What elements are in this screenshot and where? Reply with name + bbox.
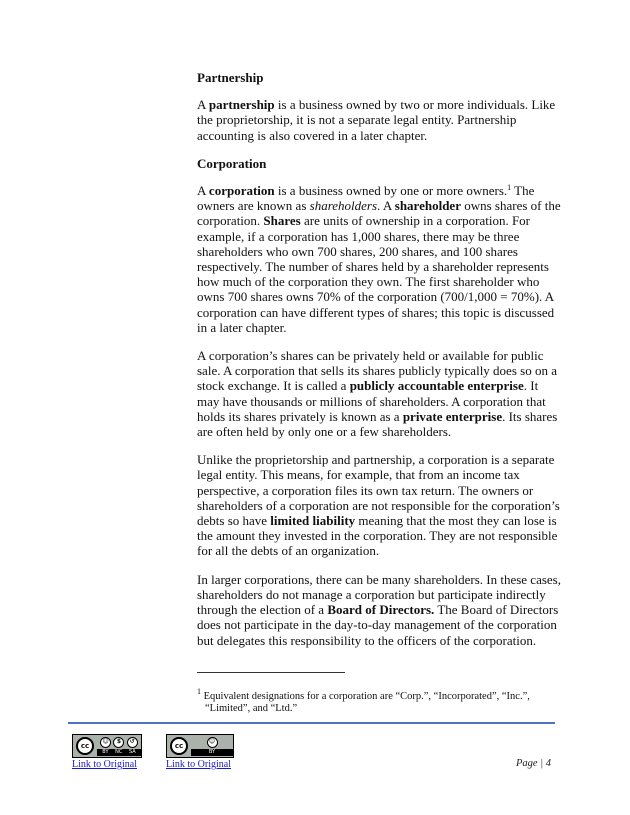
license-strip (97, 749, 141, 756)
section-partnership (197, 70, 562, 143)
bold-term: limited liability (270, 513, 356, 529)
bold-term: shareholder (394, 198, 461, 214)
cc-by-badge[interactable] (166, 734, 234, 758)
text-run: meaning that the most they can lose is the amount they invested in the corporation. They are not responsible for all the debts of an organization. (197, 513, 558, 559)
cc-by-nc-sa-badge[interactable] (72, 734, 142, 758)
license-strip (191, 749, 233, 756)
sa-icon: ↺ (127, 737, 138, 748)
text-run: In larger corporations, there can be many shareholders. In these cases, shareholders do not manage a corporation but participate indirectly through the election of a (197, 571, 561, 618)
text-run: . A (377, 198, 395, 214)
license-detail (191, 735, 233, 757)
license-block-by (166, 734, 234, 771)
by-icon: ☺ (100, 737, 111, 748)
text-run: . Its shares are often held by only one or a few shareholders. (197, 408, 558, 440)
strip-label: BY (208, 749, 216, 755)
text-run: . It may have thousands or millions of shareholders. A corporation that holds its shares privately is known as a (197, 378, 546, 424)
footnote-separator (197, 672, 345, 673)
page-number: Page | 4 (516, 758, 551, 769)
bold-term: corporation (208, 183, 275, 199)
footnote-area (197, 672, 562, 715)
footnote (197, 687, 562, 715)
text-run: owns shares of the corporation. (197, 198, 561, 229)
license-block-by-nc-sa (72, 734, 142, 771)
text-run: is a business owned by two or more individuals. Like the proprietorship, it is not a separate legal entity. Partnership accounting is also covered in a later chapter. (197, 97, 556, 143)
bold-term: partnership (208, 97, 275, 113)
paragraph (197, 452, 562, 558)
strip-label: BY (102, 749, 109, 755)
bold-term: publicly accountable enterprise (349, 378, 524, 394)
link-to-original[interactable]: Link to Original (166, 759, 231, 770)
italic-term: shareholders (309, 198, 378, 214)
document-body (197, 70, 562, 661)
bold-term: private enterprise (402, 408, 503, 424)
link-to-original[interactable]: Link to Original (72, 759, 137, 770)
cc-logo-area (167, 735, 191, 757)
cc-logo-icon: cc (170, 737, 188, 755)
paragraph (197, 97, 562, 143)
nc-icon: $ (113, 737, 124, 748)
footnote-ref: 1 (507, 183, 512, 193)
license-detail (97, 735, 141, 757)
text-run: are units of ownership in a corporation. For example, if a corporation has 1,000 shares, there may be three shareholders who own 700 shares, 200 shares, and 100 shares respectively. The number of shares held by a shareholder represents how much of the corporation they own. The first shareholder who owns 700 shares owns 70% of the corporation (700/1,000 = 70%). A corporation can have different types of shares; this topic is discussed in a later chapter. (197, 213, 555, 335)
text-run: The Board of Directors does not participate in the day-to-day management of the corporation but delegates this responsibility to the officers of the corporation. (197, 602, 559, 648)
footer-divider (68, 722, 555, 724)
footnote-body (197, 687, 562, 715)
strip-label: SA (128, 749, 136, 755)
paragraph (197, 348, 562, 439)
paragraph (197, 572, 562, 648)
bold-term: Shares (263, 213, 301, 229)
text-run: is a business owned by one or more owners. (274, 183, 508, 199)
license-icons (97, 735, 141, 749)
footnote-text: Equivalent designations for a corporation are “Corp.”, “Incorporated”, “Inc.”, “Limited”, and “Ltd.” (201, 691, 530, 714)
text-run: A (197, 183, 209, 199)
cc-logo-area (73, 735, 97, 757)
license-icons (191, 735, 233, 749)
paragraph (197, 183, 562, 335)
section-heading: Partnership (197, 70, 264, 85)
by-icon: ☺ (207, 737, 218, 748)
section-corporation (197, 156, 562, 648)
text-run: The owners are known as (197, 183, 535, 214)
footnote-marker: 1 (197, 687, 201, 696)
strip-label: NC (115, 749, 123, 755)
text-run: A (197, 97, 209, 113)
text-run: A corporation’s shares can be privately held or available for public sale. A corporation that sells its shares publicly typically does so on a stock exchange. It is called a (197, 348, 557, 394)
bold-term: Board of Directors. (327, 602, 435, 618)
cc-logo-icon: cc (76, 737, 94, 755)
section-heading: Corporation (197, 155, 267, 171)
text-run: Unlike the proprietorship and partnership, a corporation is a separate legal entity. This means, for example, that from an income tax perspective, a corporation files its own tax return. The owners or shareholders of a corporation are not responsible for the corporation’s debts so have (197, 452, 560, 529)
